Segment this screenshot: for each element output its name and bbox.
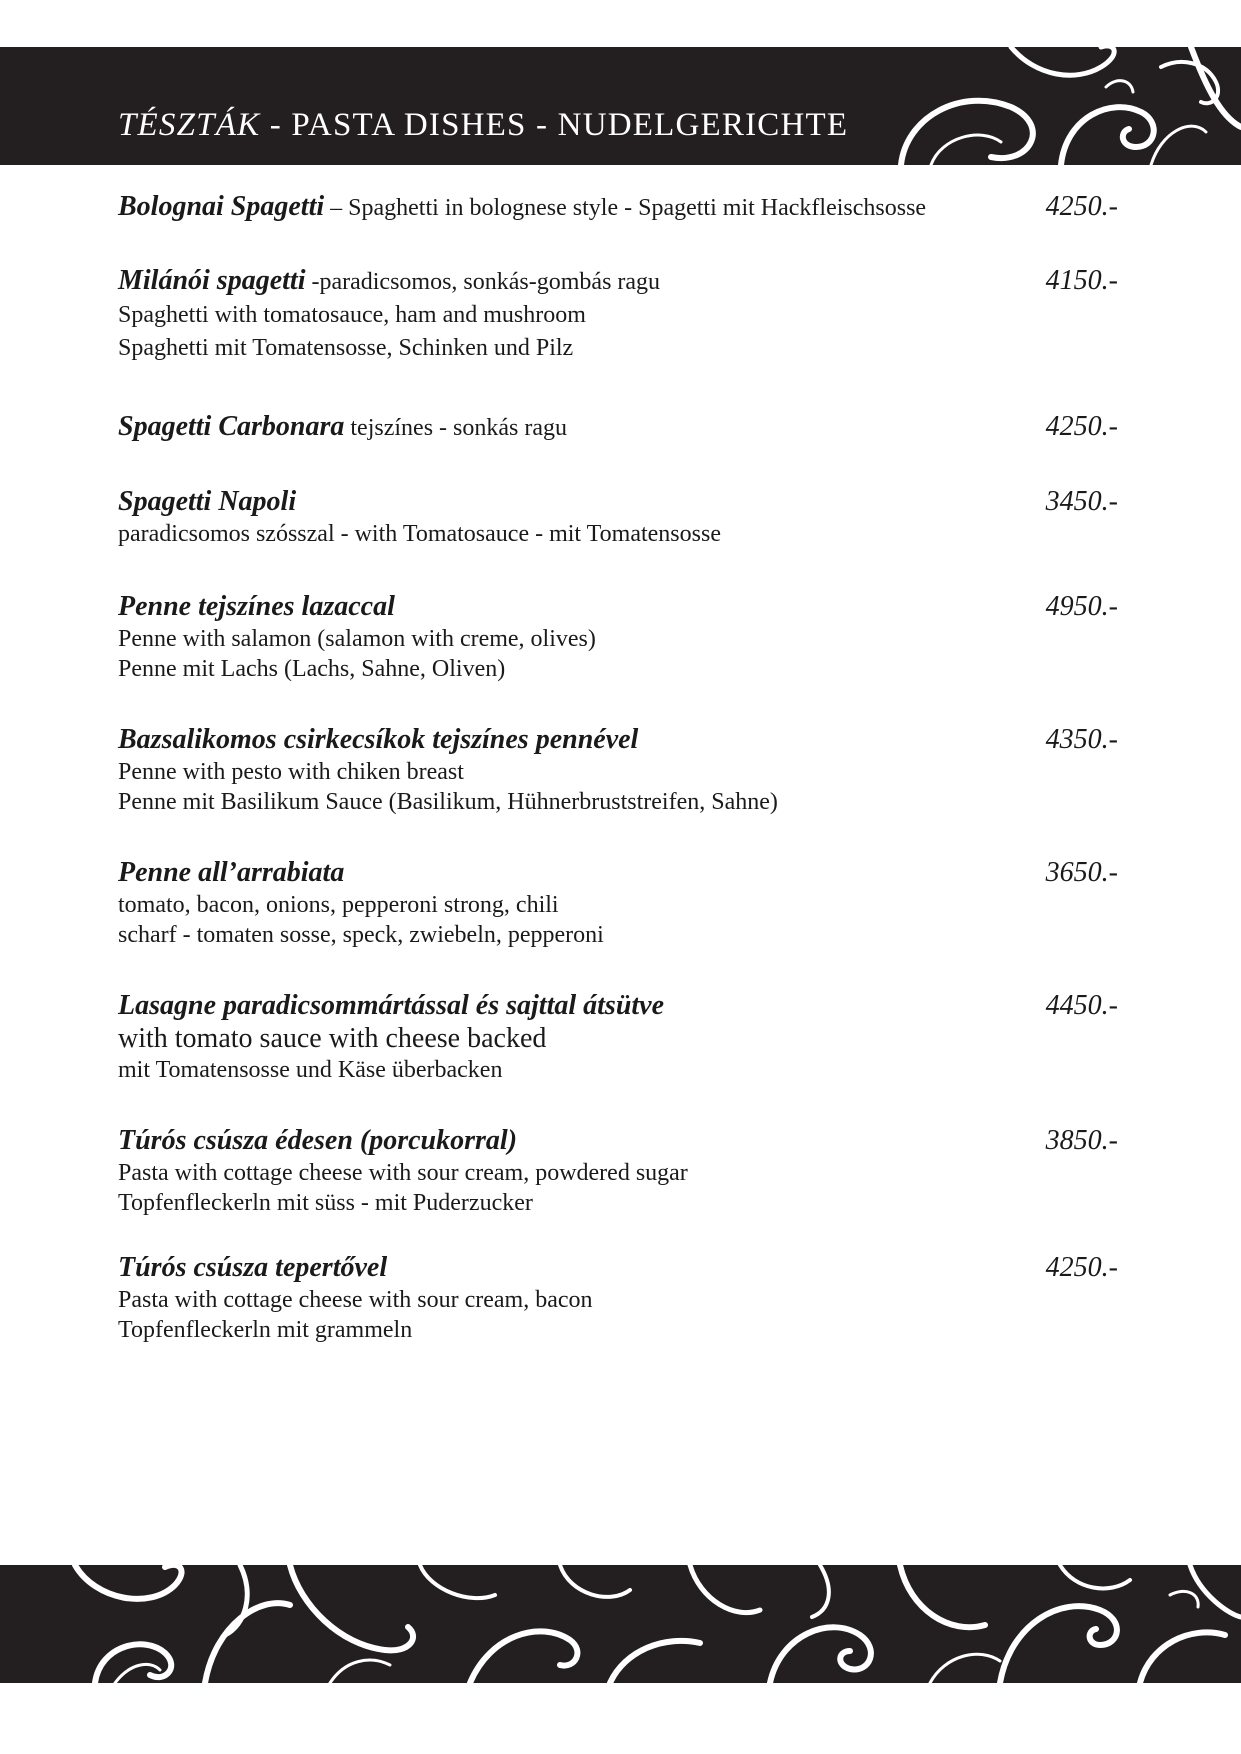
item-price: 4250.- (1045, 1252, 1118, 1283)
item-title-row (118, 190, 1123, 224)
item-price: 4150.- (1045, 265, 1118, 296)
title-english-german: - PASTA DISHES - NUDELGERICHTE (260, 107, 849, 143)
menu-item (118, 410, 1123, 444)
item-desc-line: tomato, bacon, onions, pepperoni strong, chili (118, 892, 559, 918)
item-name: Bolognai Spagetti (118, 191, 325, 222)
item-name: Bazsalikomos csirkecsíkok tejszínes pennével (118, 724, 639, 755)
item-price: 4450.- (1045, 990, 1118, 1021)
item-desc-line: Topfenfleckerln mit süss - mit Puderzucker (118, 1190, 533, 1216)
item-desc-line: with tomato sauce with cheese backed (118, 1023, 547, 1054)
swirl-ornament-icon (0, 1565, 1241, 1683)
item-name: Lasagne paradicsommártással és sajttal átsütve (118, 990, 665, 1021)
page-title (118, 107, 848, 144)
item-desc-line: scharf - tomaten sosse, speck, zwiebeln, pepperoni (118, 922, 604, 948)
item-title-row (118, 989, 1123, 1023)
item-title-row (118, 264, 1123, 298)
footer-band (0, 1565, 1241, 1683)
menu-item (118, 856, 1123, 950)
item-price: 3850.- (1045, 1125, 1118, 1156)
item-price: 4250.- (1045, 411, 1118, 442)
item-price: 4950.- (1045, 591, 1118, 622)
item-title-row (118, 1251, 1123, 1285)
item-name: Penne all’arrabiata (118, 857, 345, 888)
item-desc-line: Penne mit Basilikum Sauce (Basilikum, Hühnerbruststreifen, Sahne) (118, 789, 778, 815)
item-name: Túrós csúsza tepertővel (118, 1252, 388, 1283)
item-desc-line: mit Tomatensosse und Käse überbacken (118, 1057, 503, 1083)
item-title-row (118, 410, 1123, 444)
item-title-row (118, 1124, 1123, 1158)
menu-item (118, 1251, 1123, 1345)
menu-item (118, 190, 1123, 224)
item-desc-line: paradicsomos szósszal - with Tomatosauce - mit Tomatensosse (118, 521, 721, 547)
item-name: Spagetti Napoli (118, 486, 297, 517)
item-desc-line: Topfenfleckerln mit grammeln (118, 1317, 413, 1343)
menu-item (118, 590, 1123, 684)
menu-item (118, 1124, 1123, 1218)
title-hungarian: TÉSZTÁK (118, 107, 261, 143)
item-desc-line: Pasta with cottage cheese with sour cream, powdered sugar (118, 1160, 688, 1186)
item-name: Milánói spagetti (118, 265, 306, 296)
menu-item (118, 485, 1123, 549)
item-desc-line: Penne with pesto with chiken breast (118, 759, 464, 785)
item-title-row (118, 590, 1123, 624)
menu-item (118, 723, 1123, 817)
item-title-row (118, 485, 1123, 519)
item-inline-desc: tejszínes - sonkás ragu (344, 415, 567, 441)
item-name: Penne tejszínes lazaccal (118, 591, 395, 622)
item-desc-line: Pasta with cottage cheese with sour cream, bacon (118, 1287, 593, 1313)
header-band (0, 47, 1241, 165)
item-desc-line: Spaghetti mit Tomatensosse, Schinken und Pilz (118, 335, 574, 361)
item-price: 3650.- (1045, 857, 1118, 888)
item-name: Spagetti Carbonara (118, 411, 345, 442)
item-inline-desc: -paradicsomos, sonkás-gombás ragu (305, 269, 661, 295)
item-desc-line: Spaghetti with tomatosauce, ham and mushroom (118, 302, 586, 328)
item-title-row (118, 723, 1123, 757)
menu-item (118, 989, 1123, 1085)
item-title-row (118, 856, 1123, 890)
item-name: Túrós csúsza édesen (porcukorral) (118, 1125, 518, 1156)
swirl-ornament-icon (861, 47, 1241, 165)
item-desc-line: Penne with salamon (salamon with creme, olives) (118, 626, 596, 652)
item-desc-line: Penne mit Lachs (Lachs, Sahne, Oliven) (118, 656, 506, 682)
item-price: 3450.- (1045, 486, 1118, 517)
item-price: 4250.- (1045, 191, 1118, 222)
menu-item (118, 264, 1123, 364)
item-inline-desc: – Spaghetti in bolognese style - Spagetti mit Hackfleischsosse (324, 195, 927, 221)
item-price: 4350.- (1045, 724, 1118, 755)
